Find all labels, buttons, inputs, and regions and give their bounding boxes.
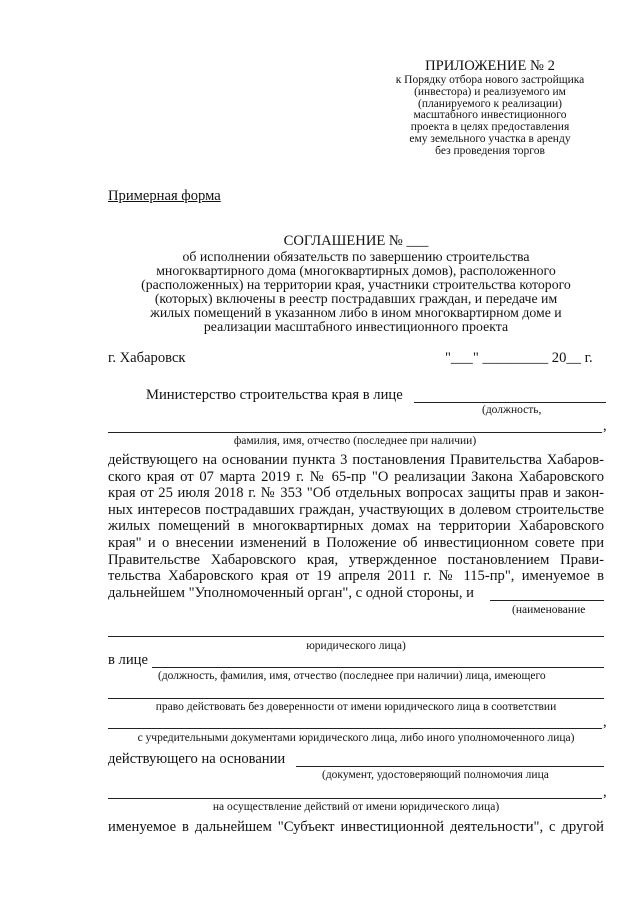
in-person-label: в лице — [108, 652, 148, 668]
paragraph-line: края" и о внесении изменений в Положение об инвестиционном совете при — [108, 534, 604, 551]
hint-person: (должность, фамилия, имя, отчество (последнее при наличии) лица, имеющего — [158, 670, 546, 682]
hint-right: право действовать без доверенности от имени юридического лица в соответствии — [155, 701, 557, 713]
hint-document: (документ, удостоверяющий полномочия лица — [322, 769, 549, 781]
ministry-line: Министерство строительства края в лице — [146, 387, 403, 403]
name-blank — [490, 600, 604, 601]
basis-blank — [296, 766, 604, 767]
appendix-line: к Порядку отбора нового застройщика — [395, 74, 585, 86]
paragraph-line: края от 25 июля 2018 г. № 353 "Об отдельных вопросах защиты прав и закон- — [108, 485, 604, 502]
agreement-title: СОГЛАШЕНИЕ № ___ — [283, 233, 429, 249]
hint-constituent: с учредительными документами юридического лица, либо иного уполномоченного лица) — [137, 732, 575, 744]
paragraph-last-line: дальнейшем "Уполномоченный орган", с одной стороны, и — [108, 585, 474, 601]
appendix-line: без проведения торгов — [435, 144, 545, 157]
appendix-title: ПРИЛОЖЕНИЕ № 2 — [425, 58, 555, 74]
comma: , — [603, 714, 607, 730]
main-paragraph — [108, 452, 604, 585]
form-label: Примерная форма — [108, 188, 221, 204]
final-line: именуемое в дальнейшем "Субъект инвестиционной деятельности", с другой — [108, 819, 604, 835]
paragraph-line: Правительстве Хабаровского края, утвержденное постановлением Прави- — [108, 551, 604, 568]
place: г. Хабаровск — [108, 350, 186, 366]
paragraph-line: жилых помещений в многоквартирных домах на территории Хабаровского — [108, 518, 604, 535]
subtitle-line: жилых помещений в указанном либо в ином многоквартирном доме и — [150, 305, 562, 320]
appendix-text — [380, 75, 600, 158]
legal-entity-blank — [108, 636, 604, 637]
ministry-blank — [414, 402, 606, 403]
hint-legal-entity: юридического лица) — [306, 640, 406, 652]
hint-position: (должность, — [482, 404, 542, 416]
appendix-line: масштабного инвестиционного — [413, 109, 567, 122]
hint-fio: фамилия, имя, отчество (последнее при наличии) — [233, 435, 477, 447]
subtitle-line: реализации масштабного инвестиционного проекта — [203, 319, 509, 334]
constituent-blank — [108, 728, 602, 729]
paragraph-line: ных интересов пострадавших граждан, участвующих в долевом строительстве — [108, 501, 604, 518]
subtitle-line: об исполнении обязательств по завершению строительства — [182, 249, 530, 264]
hint-actions: на осуществление действий от имени юридического лица) — [212, 801, 500, 813]
subtitle-line: многоквартирного дома (многоквартирных домов), расположенного — [156, 263, 556, 278]
appendix-line: (инвестора) и реализуемого им — [414, 85, 566, 98]
comma: , — [603, 418, 607, 434]
acting-basis: действующего на основании — [108, 751, 286, 767]
appendix-line: проекта в целях предоставления — [410, 121, 570, 134]
paragraph-line: ского края от 07 марта 2019 г. № 65-пр "О реализации Закона Хабаровского — [108, 468, 604, 485]
paragraph-line: действующего на основании пункта 3 постановления Правительства Хабаров- — [108, 452, 604, 468]
agreement-subtitle — [108, 250, 604, 334]
comma: , — [603, 784, 607, 800]
actions-blank — [108, 798, 602, 799]
person-blank — [152, 667, 604, 668]
hint-name: (наименование — [512, 604, 586, 616]
right-blank — [108, 698, 604, 699]
date-field: "___" _________ 20__ г. — [445, 350, 593, 366]
appendix-line: ему земельного участка в аренду — [409, 132, 571, 145]
subtitle-line: (расположенных) на территории края, участники строительства которого — [141, 277, 571, 292]
appendix-line: (планируемого к реализации) — [417, 97, 562, 110]
paragraph-line: тельства Хабаровского края от 19 апреля 2011 г. № 115-пр", именуемое в — [108, 568, 604, 585]
subtitle-line: (которых) включены в реестр пострадавших граждан, и передаче им — [154, 291, 558, 306]
fio-blank — [108, 432, 602, 433]
